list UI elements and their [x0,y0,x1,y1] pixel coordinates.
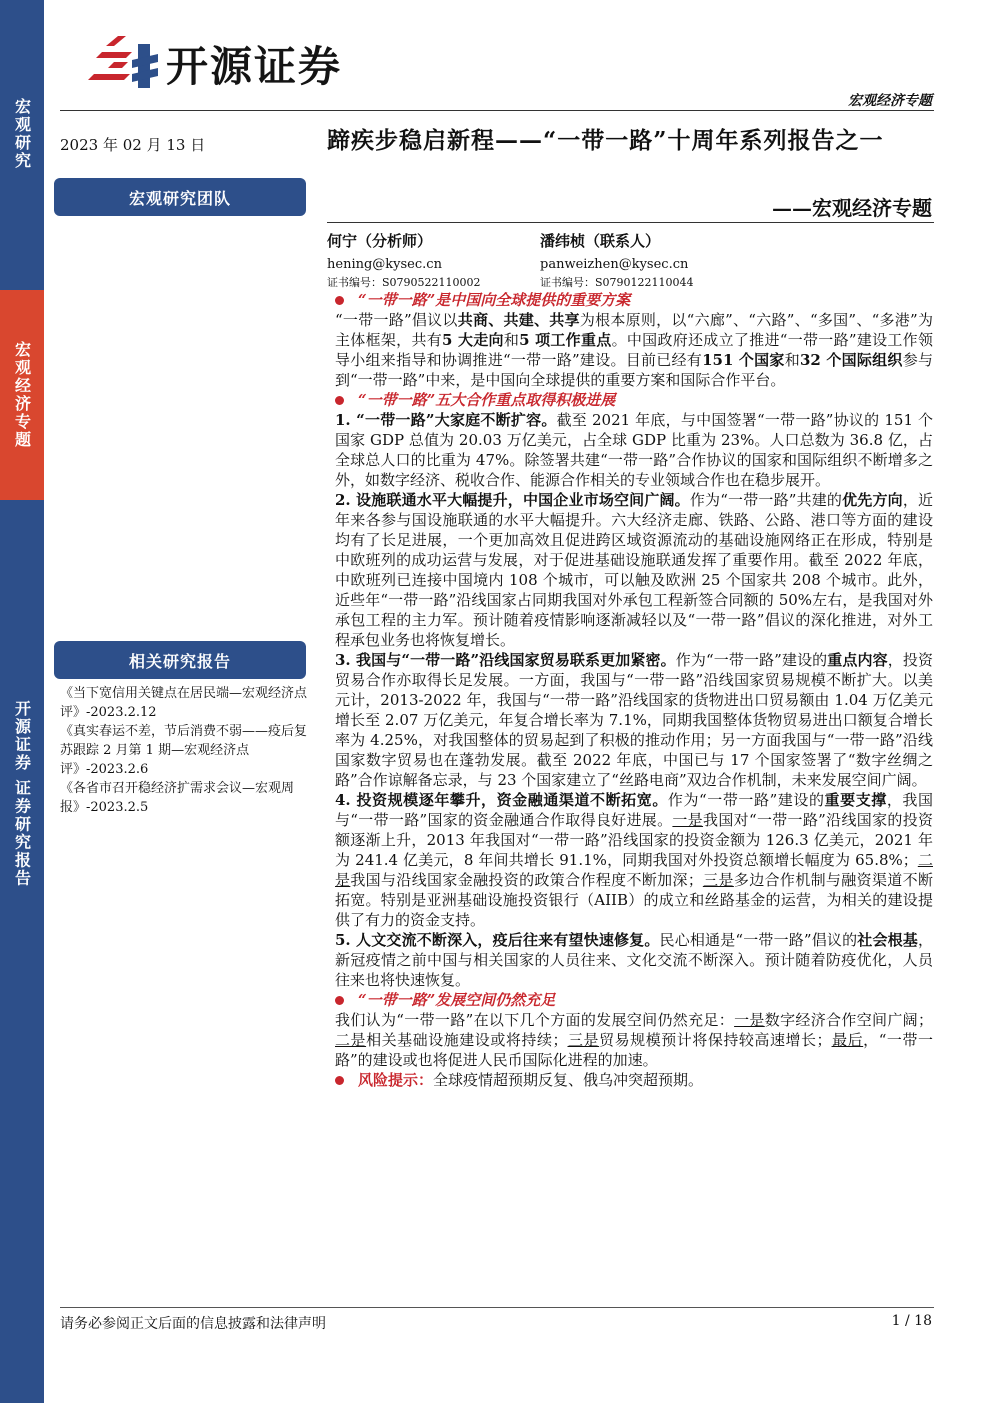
logo-text: 开源证券 [166,42,343,91]
numbered-paragraph: 3. 我国与“一带一路”沿线国家贸易联系更加紧密。作为“一带一路”建设的重点内容，投资贸易合作亦取得长足发展。一方面，我国与“一带一路”沿线国家贸易规模不断扩大。以美元计，2013-2022 年，我国与“一带一路”沿线国家的货物进出口贸易额由 1.04 万亿美元增长至 2.07 万亿美元，年复合增长率为 7.1%，同期我国整体货物贸易进出口额复合增长率为 4.25%，对我国整体的贸易起到了积极的推动作用；另一方面我国与“一带一路”沿线国家数字贸易也在蓬勃发展。截至 2022 年底，中国已与 17 个国家签署了“数字丝绸之路”合作谅解备忘录，与 23 个国家建立了“丝路电商”双边合作机制，未来发展空间广阔。 [335,651,933,789]
related-report-item[interactable]: 《当下宽信用关键点在居民端—宏观经济点评》-2023.2.12 [60,686,308,720]
bullet-icon [335,996,344,1005]
bullet-icon [335,1076,344,1085]
strip-bottom-section [0,700,44,920]
page-number: 1 / 18 [891,1313,932,1329]
author-name: 何宁（分析师） [327,232,433,250]
author-block [540,232,694,292]
author-name: 潘纬桢（联系人） [540,232,661,250]
strip-bottom-label: 开源证券 证券研究报告 [12,700,32,888]
section-heading: “一带一路”发展空间仍然充足 [335,990,933,1010]
strip-top-section [0,98,44,208]
author-email[interactable]: hening@kysec.cn [327,257,442,272]
author-email[interactable]: panweizhen@kysec.cn [540,257,689,272]
numbered-paragraph: 1. “一带一路”大家庭不断扩容。截至 2021 年底，与中国签署“一带一路”协议的 151 个国家 GDP 总值为 20.03 万亿美元，占全球 GDP 比重为 23%。人口总数为 36.8 亿，占全球总人口的比重为 47%。除签署共建“一带一路”合作协议的国家和国际组织不断增多之外，如数字经济、税收合作、能源合作相关的专业领域合作也在稳步展开。 [335,411,934,489]
risk-text: 全球疫情超预期反复、俄乌冲突超预期。 [433,1071,704,1089]
author-cert: 证书编号：S0790522110002 [327,276,481,289]
related-report-item[interactable]: 《真实春运不差，节后消费不弱——疫后复苏跟踪 2 月第 1 期—宏观经济点评》-2023.2.6 [60,724,308,777]
related-reports-banner: 相关研究报告 [54,641,306,679]
logo [88,32,378,92]
report-title: 蹄疾步稳启新程——“一带一路”十周年系列报告之一 [327,127,884,154]
section-paragraph: 我们认为“一带一路”在以下几个方面的发展空间仍然充足：一是数字经济合作空间广阔；二是相关基础设施建设或将持续；三是贸易规模预计将保持较高速增长；最后，“一带一路”的建设或也将促进人民币国际化进程的加速。 [335,1011,933,1069]
strip-category-label: 宏观经济专题 [12,341,32,449]
author-cert: 证书编号：S0790122110044 [540,276,694,289]
section-heading: “一带一路”是中国向全球提供的重要方案 [335,290,933,310]
footer-divider [60,1307,934,1308]
strip-top-label: 宏观研究 [12,98,32,170]
numbered-paragraph: 5. 人文交流不断深入，疫后往来有望快速修复。民心相通是“一带一路”倡议的社会根基，新冠疫情之前中国与相关国家的人员往来、文化交流不断深入。预计随着防疫优化，人员往来也将快速恢复。 [335,931,933,989]
bullet-icon [335,296,344,305]
related-report-item[interactable]: 《各省市召开稳经济扩需求会议—宏观周报》-2023.2.5 [60,781,295,815]
strip-category-section [0,290,44,500]
header-category-tag: 宏观经济专题 [848,93,932,109]
numbered-paragraph: 2. 设施联通水平大幅提升，中国企业市场空间广阔。作为“一带一路”共建的优先方向，近年来各参与国设施联通的水平大幅提升。六大经济走廊、铁路、公路、港口等方面的建设均有了长足进展，一个更加高效且促进跨区域资源流动的基础设施网络正在形成，特别是中欧班列的成功运营与发展，对于促进基础设施联通发挥了重要作用。截至 2022 年底，中欧班列已连接中国境内 108 个城市，可以触及欧洲 25 个国家共 208 个城市。此外，近些年“一带一路”沿线国家占同期我国对外承包工程新签合同额的 50%左右，是我国对外承包工程的主力军。预计随着疫情影响逐渐减轻以及“一带一路”倡议的深化推进，对外工程承包业务也将恢复增长。 [335,491,933,649]
header-divider [60,110,934,111]
logo-mark-icon [88,32,160,92]
numbered-paragraph: 4. 投资规模逐年攀升，资金融通渠道不断拓宽。作为“一带一路”建设的重要支撑，我国与“一带一路”国家的资金融通合作取得良好进展。一是我国对“一带一路”沿线国家的投资额逐渐上升，2013 年我国对“一带一路”沿线国家的投资金额为 126.3 亿美元，2021 年为 241.4 亿美元，8 年间共增长 91.1%，同期我国对外投资总额增长幅度为 65.8%；二是我国与沿线国家金融投资的政策合作程度不断加深；三是多边合作机制与融资渠道不断拓宽。特别是亚洲基础设施投资银行（AIIB）的成立和丝路基金的运营，为相关的建设提供了有力的资金支持。 [335,791,933,929]
bullet-icon [335,396,344,405]
author-block [327,232,481,292]
related-reports-list [60,684,308,817]
report-subtitle: ——宏观经济专题 [772,196,932,220]
title-divider [327,222,934,223]
team-banner: 宏观研究团队 [54,178,306,216]
footer-disclaimer: 请务必参阅正文后面的信息披露和法律声明 [60,1316,326,1332]
report-date: 2023 年 02 月 13 日 [60,136,206,154]
risk-label: 风险提示： [358,1071,434,1089]
report-body [335,290,933,1090]
risk-note [335,1070,933,1090]
section-heading: “一带一路”五大合作重点取得积极进展 [335,390,933,410]
section-paragraph: “一带一路”倡议以共商、共建、共享为根本原则，以“六廊”、“六路”、“多国”、“多港”为主体框架，共有5 大走向和5 项工作重点。中国政府还成立了推进“一带一路”建设工作领导小组来指导和协调推进“一带一路”建设。目前已经有151 个国家和32 个国际组织参与到“一带一路”中来，是中国向全球提供的重要方案和国际合作平台。 [335,311,933,389]
